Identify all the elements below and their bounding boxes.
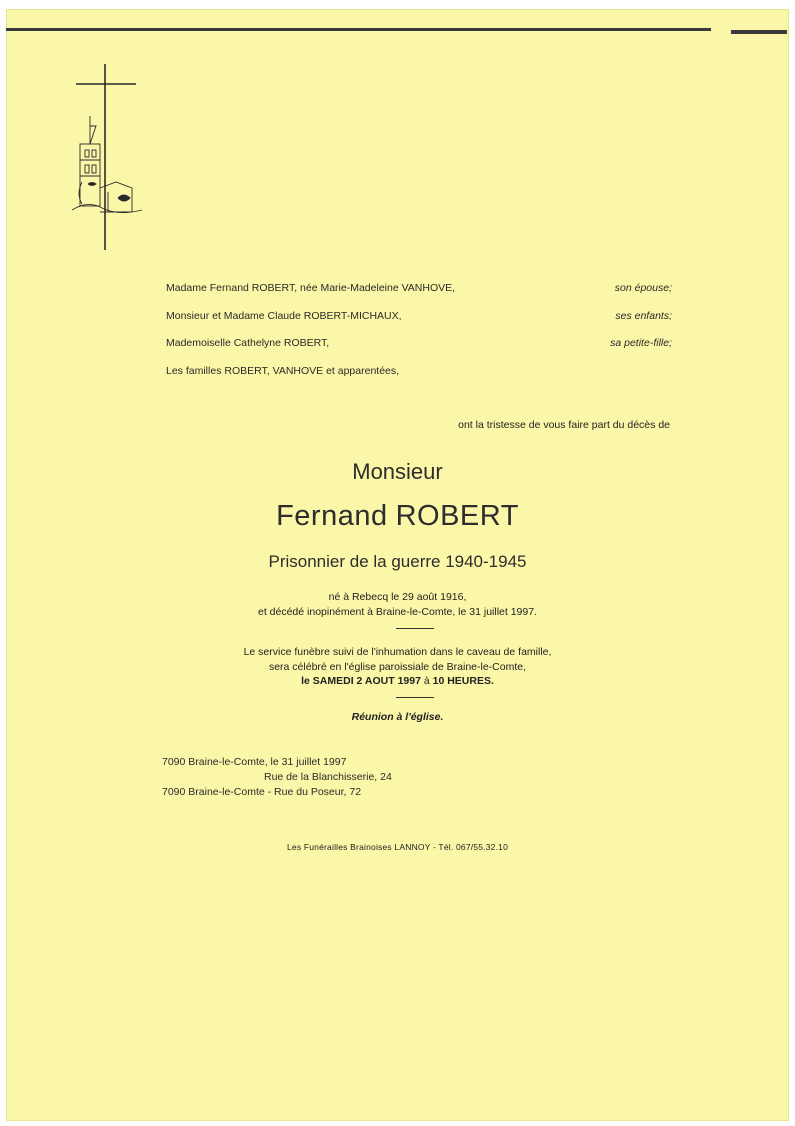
separator-rule	[396, 628, 434, 629]
family-member: Les familles ROBERT, VANHOVE et apparentées,	[166, 365, 400, 377]
birth-line: né à Rebecq le 29 août 1916,	[328, 591, 467, 603]
family-relation: son épouse;	[614, 282, 672, 294]
separator-rule	[396, 697, 434, 698]
family-row	[166, 282, 672, 300]
family-relation: sa petite-fille;	[610, 337, 672, 349]
deceased-distinction: Prisonnier de la guerre 1940-1945	[268, 552, 527, 571]
announcement-text: ont la tristesse de vous faire part du décès de	[458, 419, 670, 431]
deceased-name	[0, 500, 795, 533]
service-line-1: Le service funèbre suivi de l'inhumation dans le caveau de famille,	[243, 646, 552, 658]
service-block	[0, 645, 795, 689]
top-rule-right	[731, 30, 787, 34]
top-rule	[6, 28, 711, 31]
service-mid: à	[423, 675, 430, 687]
funeral-home-footer: Les Funérailles Brainoises LANNOY - Tél. 067/55.32.10	[286, 842, 508, 852]
address-line-1: Rue de la Blanchisserie, 24	[264, 771, 392, 783]
deceased-honorific: Monsieur	[352, 459, 443, 484]
family-member: Madame Fernand ROBERT, née Marie-Madeleine VANHOVE,	[166, 282, 456, 294]
family-row	[166, 310, 672, 328]
family-member: Monsieur et Madame Claude ROBERT-MICHAUX,	[166, 310, 402, 322]
service-prefix: le	[301, 675, 310, 687]
service-line-3	[0, 674, 795, 689]
reunion-note: Réunion à l'église.	[351, 711, 444, 723]
death-line: et décédé inopinément à Braine-le-Comte, le 31 juillet 1997.	[257, 606, 537, 618]
service-time: 10 HEURES.	[432, 675, 494, 687]
deceased-surname: ROBERT	[395, 500, 519, 532]
place-date: 7090 Braine-le-Comte, le 31 juillet 1997	[162, 756, 347, 768]
cross-church-emblem	[68, 64, 148, 254]
service-date: SAMEDI 2 AOUT 1997	[312, 675, 421, 687]
address-line-2: 7090 Braine-le-Comte - Rue du Poseur, 72	[162, 786, 362, 798]
family-relation: ses enfants;	[615, 310, 672, 322]
deceased-first-name: Fernand	[276, 500, 388, 532]
birth-death-block	[0, 590, 795, 620]
family-row	[166, 337, 672, 355]
service-line-2: sera célébré en l'église paroissiale de Braine-le-Comte,	[268, 660, 527, 673]
family-member: Mademoiselle Cathelyne ROBERT,	[166, 337, 330, 349]
family-row	[166, 365, 672, 383]
